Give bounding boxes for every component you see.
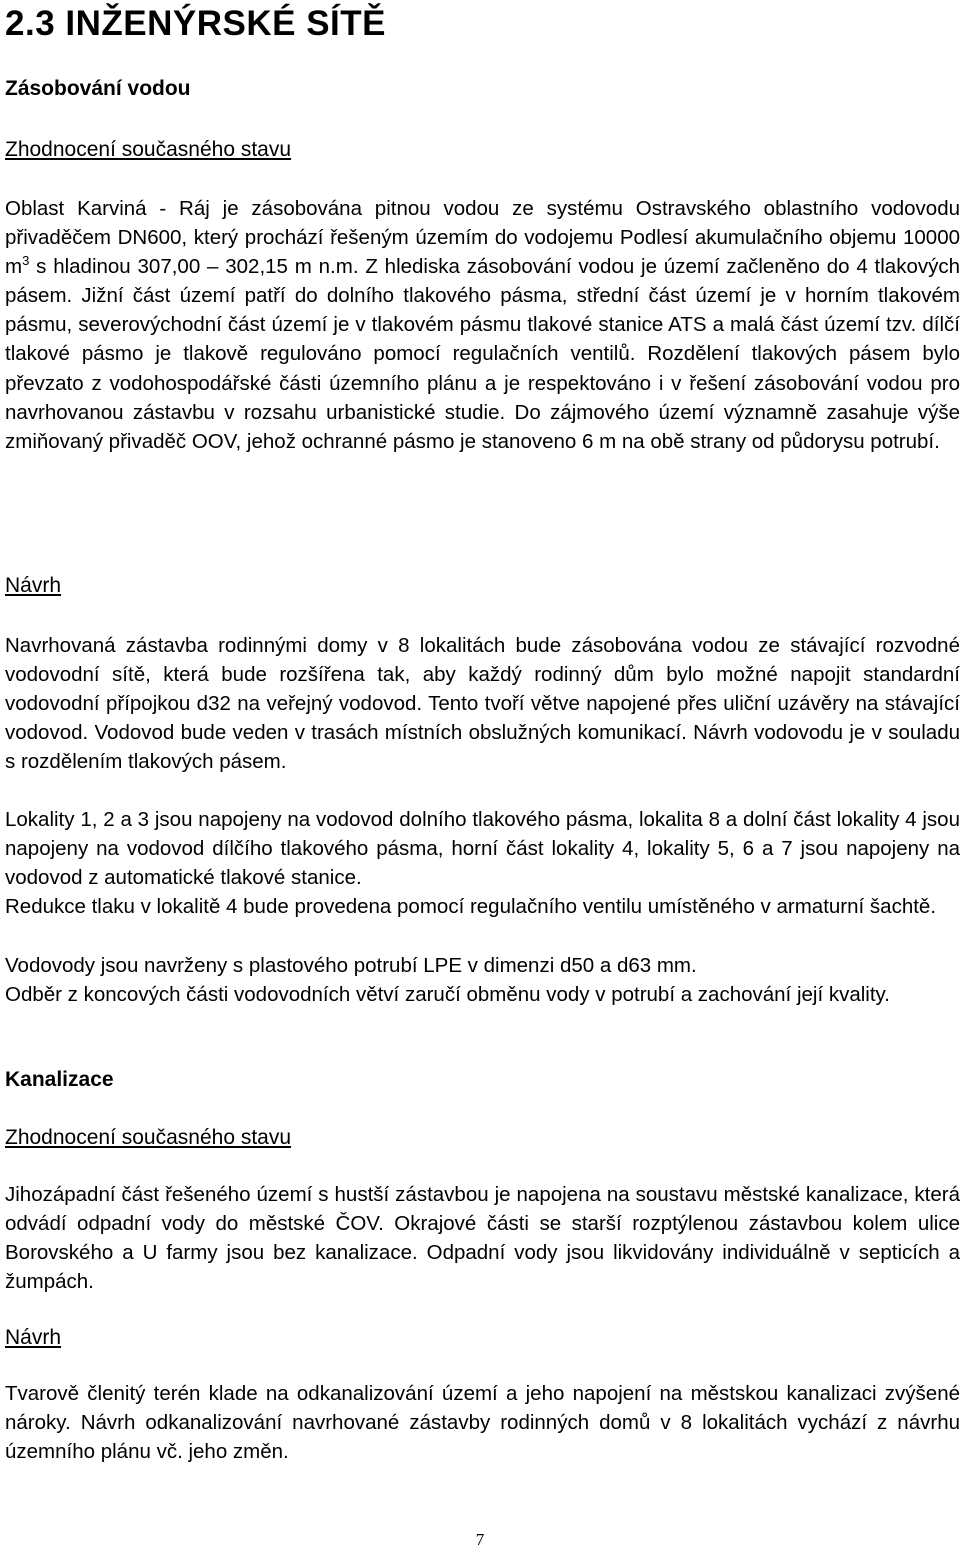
water-proposal-paragraph-4: Vodovody jsou navrženy s plastového potrubí LPE v dimenzi d50 a d63 mm. [5, 954, 697, 977]
water-current-text-part-b: s hladinou 307,00 – 302,15 m n.m. Z hlediska zásobování vodou je území začleněno do 4 tlakových pásem. Jižní část území patří do dolního tlakového pásma, střední část území je v horním tlakovém pásmu, severovýchodní část území je v tlakovém pásmu tlakové stanice ATS a malá část území tzv. dílčí tlakové pásmo je tlakově regulováno pomocí regulačních ventilů. Rozdělení tlakových pásem bylo převzato z vodohospodářské části územního plánu a je respektováno i v řešení zásobování vodou pro navrhovanou zástavbu v rozsahu urbanistické studie. Do zájmového území významně zasahuje výše zmiňovaný přivaděč OOV, jehož ochranné pásmo je stanoveno 6 m na obě strany od půdorysu potrubí. [5, 255, 960, 453]
page-number: 7 [475, 1530, 485, 1549]
water-proposal-paragraph-1: Navrhovaná zástavba rodinnými domy v 8 lokalitách bude zásobována vodou ze stávající rozvodné vodovodní sítě, která bude rozšířena tak, aby každý rodinný dům bylo možné napojit standardní vodovodní přípojkou d32 na veřejný vodovod. Tento tvoří větve napojené přes uliční uzávěry na stávající vodovod. Vodovod bude veden v trasách místních obslužných komunikací. Návrh vodovodu je v souladu s rozdělením tlakových pásem. [5, 634, 960, 774]
superscript-three: 3 [22, 253, 30, 269]
water-proposal-heading: Návrh [5, 574, 62, 597]
sewer-current-state-paragraph: Jihozápadní část řešeného území s hustší zástavbou je napojena na soustavu městské kanalizace, která odvádí odpadní vody do městské ČOV. Okrajové části se starší rozptýlenou zástavbou kolem ulice Borovského a U farmy jsou bez kanalizace. Odpadní vody jsou likvidovány individuálně v septicích a žumpách. [5, 1183, 960, 1294]
water-proposal-paragraph-5: Odběr z koncových části vodovodních větví zaručí obměnu vody v potrubí a zachování její kvality. [5, 983, 890, 1006]
water-current-state-paragraph [5, 194, 960, 456]
water-supply-heading: Zásobování vodou [5, 77, 191, 100]
sewer-proposal-heading: Návrh [5, 1326, 62, 1349]
water-proposal-paragraph-3: Redukce tlaku v lokalitě 4 bude provedena pomocí regulačního ventilu umístěného v armaturní šachtě. [5, 895, 937, 918]
sewer-proposal-paragraph: Tvarově členitý terén klade na odkanalizování území a jeho napojení na městskou kanalizaci zvýšené nároky. Návrh odkanalizování navrhované zástavby rodinných domů v 8 lokalitách vychází z návrhu územního plánu vč. jeho změn. [5, 1382, 960, 1464]
page-title: 2.3 INŽENÝRSKÉ SÍTĚ [5, 4, 386, 43]
sewer-heading: Kanalizace [5, 1068, 114, 1091]
water-current-state-heading: Zhodnocení současného stavu [5, 138, 292, 161]
water-proposal-paragraph-2: Lokality 1, 2 a 3 jsou napojeny na vodovod dolního tlakového pásma, lokalita 8 a dolní část lokality 4 jsou napojeny na vodovod dílčího tlakového pásma, horní část lokality 4, lokality 5, 6 a 7 jsou napojeny na vodovod z automatické tlakové stanice. [5, 808, 960, 890]
water-current-text-part-a: Oblast Karviná - Ráj je zásobována pitnou vodou ze systému Ostravského oblastního vodovodu přivaděčem DN600, který prochází řešeným územím do vodojemu Podlesí akumulačního objemu 10000 m [5, 197, 960, 279]
sewer-current-state-heading: Zhodnocení současného stavu [5, 1126, 292, 1149]
